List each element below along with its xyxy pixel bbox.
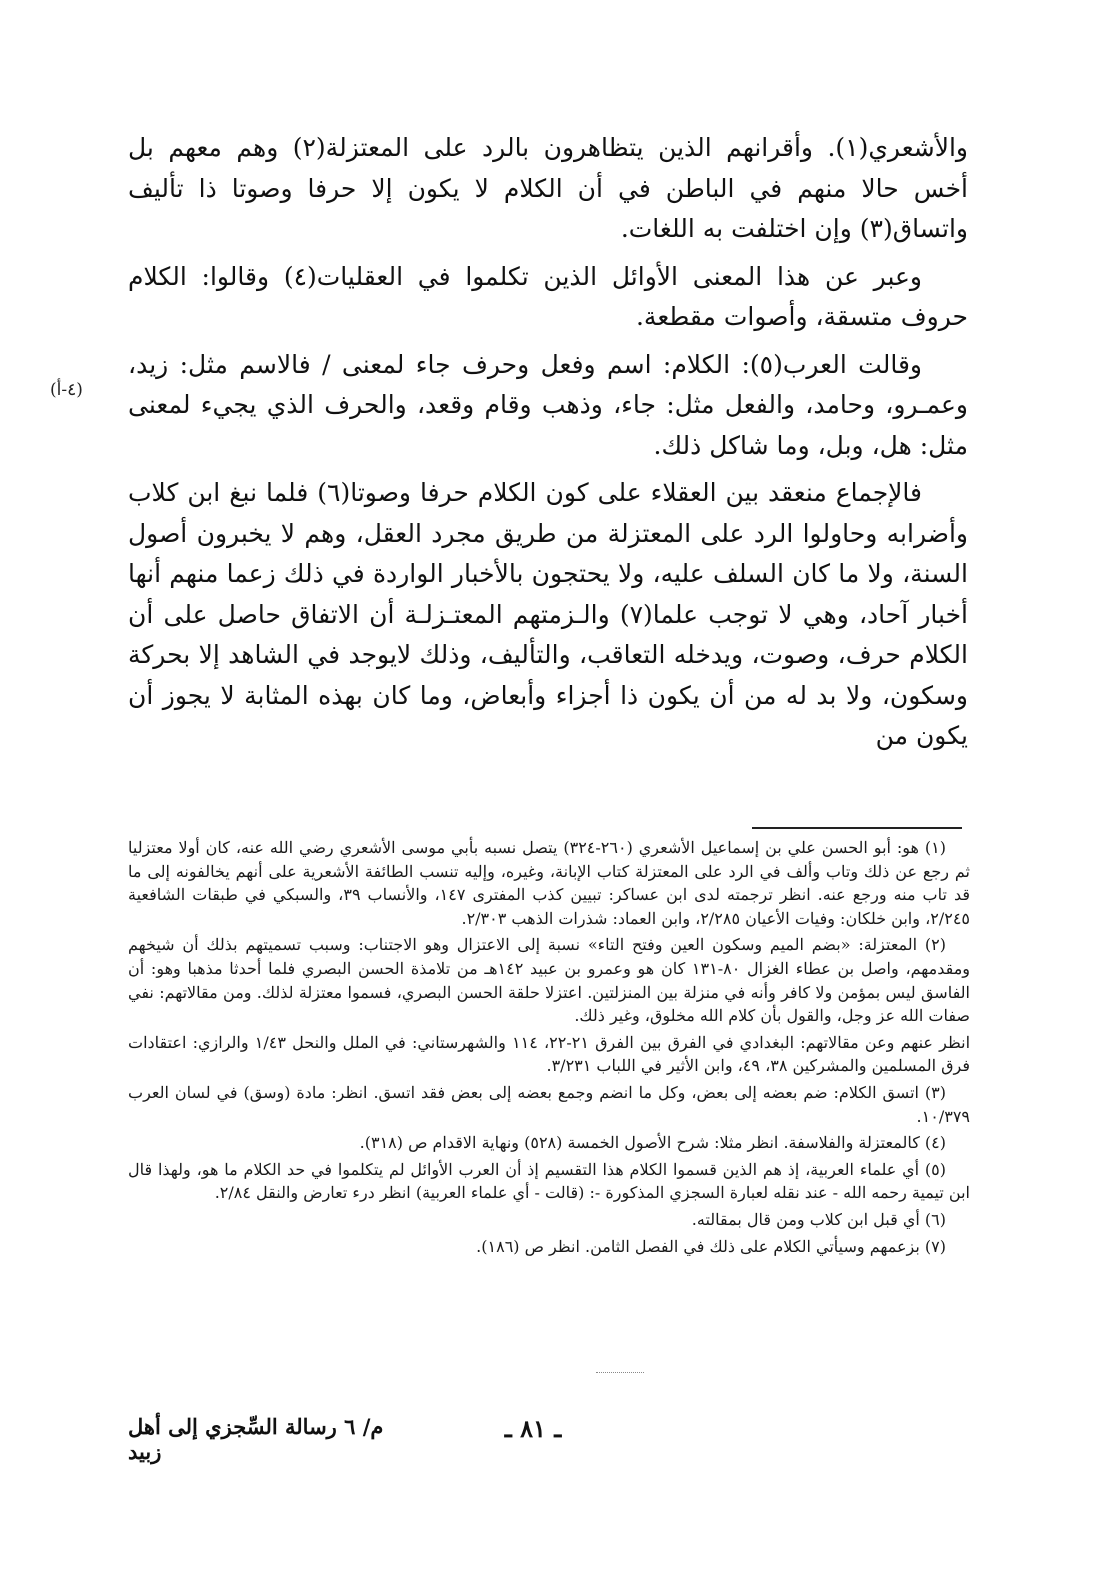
running-title: م/ ٦ رسالة السِّجزي إلى أهل زبيد <box>128 1414 384 1464</box>
main-text <box>128 128 968 764</box>
footnote: (٧) بزعمهم وسيأتي الكلام على ذلك في الفصل الثامن. انظر ص (١٨٦). <box>476 1236 946 1256</box>
body-paragraph: وعبر عن هذا المعنى الأوائل الذين تكلموا في العقليات(٤) وقالوا: الكلام حروف متسقة، وأصوات مقطعة. <box>128 261 968 331</box>
manuscript-folio-marker: (٤-أ) <box>50 380 83 400</box>
footnote-separator <box>752 827 962 829</box>
footnote: (٦) أي قبل ابن كلاب ومن قال بمقالته. <box>691 1209 946 1229</box>
footnote: (٥) أي علماء العربية، إذ هم الذين قسموا الكلام هذا التقسيم إذ أن العرب الأوائل لم يتكلموا في حد الكلام ما هو، ولهذا قال ابن تيمية رحمه الله - عند نقله لعبارة السجزي المذكورة -: (قالت - أي علماء العربية) انظر درء تعارض والنقل ٢/٨٤. <box>128 1159 970 1203</box>
body-paragraph: والأشعري(١). وأقرانهم الذين يتظاهرون بالرد على المعتزلة(٢) وهم معهم بل أخس حالا منهم في الباطن في أن الكلام لا يكون إلا حرفا وصوتا ذا تأليف واتساق(٣) وإن اختلفت به اللغات. <box>128 133 968 243</box>
footnotes <box>128 836 970 1261</box>
footnote: انظر عنهم وعن مقالاتهم: البغدادي في الفرق بين الفرق ٢١-٢٢، ١١٤ والشهرستاني: في الملل والنحل ١/٤٣ والرازي: اعتقادات فرق المسلمين والمشركين ٣٨، ٤٩، وابن الأثير في اللباب ٣/٢٣١. <box>128 1032 971 1076</box>
footnote: (٢) المعتزلة: «بضم الميم وسكون العين وفتح التاء» نسبة إلى الاعتزال وهو الاجتناب: وسبب تسميتهم بذلك أن شيخهم ومقدمهم، واصل بن عطاء الغزال ٨٠-١٣١ كان هو وعمرو بن عبيد ١٤٢هـ من تلامذة الحسن البصري فلما أحدثا مذهبا وهو: أن الفاسق ليس بمؤمن ولا كافر وأنه في منزلة بين المنزلتين. اعتزلا حلقة الحسن البصري، فسموا معتزلة لذلك. ومن مقالاتهم: نفي صفات الله عز وجل، والقول بأن كلام الله مخلوق، وغير ذلك. <box>128 935 970 1026</box>
page-number: ـ ٨١ ـ <box>504 1414 562 1443</box>
body-paragraph: فالإجماع منعقد بين العقلاء على كون الكلام حرفا وصوتا(٦) فلما نبغ ابن كلاب وأضرابه وحاولوا الرد على المعتزلة من طريق مجرد العقل، وهم لا يخبرون أصول السنة، ولا ما كان السلف عليه، ولا يحتجون بالأخبار الواردة في ذلك زعما منهم أنها أخبار آحاد، وهي لا توجب علما(٧) والـزمتهم المعتـزلـة أن الاتفاق حاصل على أن الكلام حرف، وصوت، ويدخله التعاقب، والتأليف، وذلك لايوجد في الشاهد إلا بحركة وسكون، ولا بد له من أن يكون ذا أجزاء وأبعاض، وما كان بهذه المثابة لا يجوز أن يكون من <box>128 478 968 750</box>
footnote: (١) هو: أبو الحسن علي بن إسماعيل الأشعري (٢٦٠-٣٢٤) يتصل نسبه بأبي موسى الأشعري رضي الله عنه، كان أولا معتزليا ثم رجع عن ذلك وتاب وألف في الرد على المعتزلة كتاب الإبانة، وغيره، وإليه تنسب الطائفة الأشعرية على أنهم يخالفونه إلى ما قد تاب منه ورجع عنه. انظر ترجمته لدى ابن عساكر: تبيين كذب المفترى ١٤٧، والأنساب ٣٩، والسبكي في طبقات الشافعية ٢/٢٤٥، وابن خلكان: وفيات الأعيان ٢/٢٨٥، وابن العماد: شذرات الذهب ٢/٣٠٣. <box>128 838 970 928</box>
decorative-dots <box>596 1372 644 1373</box>
footnote: (٤) كالمعتزلة والفلاسفة. انظر مثلا: شرح الأصول الخمسة (٥٢٨) ونهاية الاقدام ص (٣١٨). <box>359 1133 946 1153</box>
body-paragraph: وقالت العرب(٥): الكلام: اسم وفعل وحرف جاء لمعنى / فالاسم مثل: زيد، وعمـرو، وحامد، والفعل مثل: جاء، وذهب وقام وقعد، والحرف الذي يجيء لمعنى مثل: هل، وبل، وما شاكل ذلك. <box>128 349 968 460</box>
footnote: (٣) اتسق الكلام: ضم بعضه إلى بعض، وكل ما انضم وجمع بعضه إلى بعض فقد اتسق. انظر: مادة (وسق) في لسان العرب ١٠/٣٧٩. <box>128 1082 970 1126</box>
